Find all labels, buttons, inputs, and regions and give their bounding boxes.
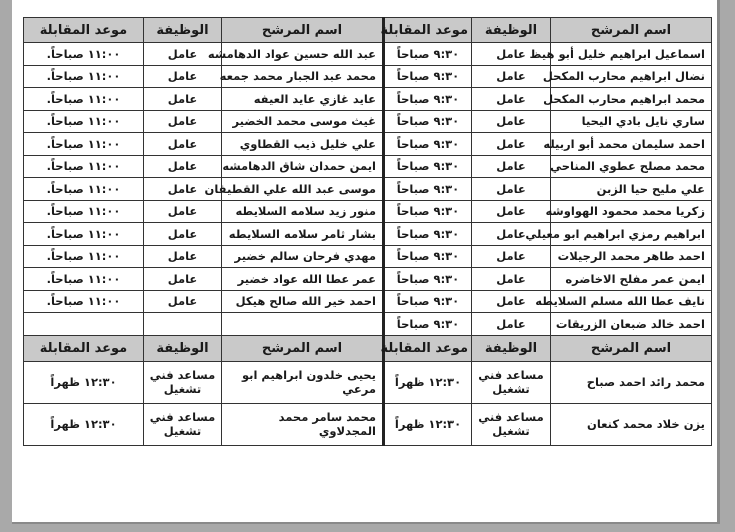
job-cell: عامل bbox=[472, 88, 551, 111]
interview-time-cell: ١١:٠٠ صباحاً. bbox=[24, 155, 144, 178]
interview-time-cell: ٩:٣٠ صباحاً bbox=[384, 110, 472, 133]
table-row bbox=[24, 43, 712, 66]
interview-time-cell: ١١:٠٠ صباحاً. bbox=[24, 245, 144, 268]
interview-time-cell: ٩:٣٠ صباحاً bbox=[384, 313, 472, 336]
job-cell: عامل bbox=[472, 200, 551, 223]
job-cell: عامل bbox=[472, 290, 551, 313]
table-row bbox=[24, 268, 712, 291]
job-cell: عامل bbox=[144, 43, 222, 66]
candidate-name-cell: احمد خير الله صالح هيكل bbox=[222, 290, 384, 313]
candidate-name-cell: نايف عطا الله مسلم السلايطه bbox=[551, 290, 712, 313]
candidate-name-cell: ايمن حمدان شاق الدهامشه bbox=[222, 155, 384, 178]
job-cell: مساعد فني تشغيل bbox=[144, 403, 222, 445]
table-row bbox=[24, 245, 712, 268]
assistant-header-row bbox=[24, 335, 712, 361]
table-row bbox=[24, 403, 712, 445]
header-name: اسم المرشح bbox=[551, 18, 712, 43]
candidate-name-cell: يحيى خلدون ابراهيم ابو مرعي bbox=[222, 361, 384, 403]
candidate-name-cell: موسى عبد الله علي القطيفان bbox=[222, 178, 384, 201]
table-row bbox=[24, 88, 712, 111]
table-row bbox=[24, 313, 712, 336]
interview-time-cell: ١١:٠٠ صباحاً. bbox=[24, 88, 144, 111]
header-job: الوظيفة bbox=[472, 335, 551, 361]
interview-time-cell: ١١:٠٠ صباحاً. bbox=[24, 223, 144, 246]
header-interview: موعد المقابلة bbox=[24, 18, 144, 43]
candidate-name-cell: ابراهيم رمزي ابراهيم ابو معيلي bbox=[551, 223, 712, 246]
header-job: الوظيفة bbox=[144, 18, 222, 43]
header-interview: موعد المقابلة bbox=[384, 335, 472, 361]
interview-time-cell: ٩:٣٠ صباحاً bbox=[384, 43, 472, 66]
job-cell: عامل bbox=[472, 110, 551, 133]
interview-time-cell: ١١:٠٠ صباحاً. bbox=[24, 200, 144, 223]
document-page bbox=[12, 0, 720, 524]
candidate-name-cell: عبد الله حسين عواد الدهامشه bbox=[222, 43, 384, 66]
job-cell: مساعد فني تشغيل bbox=[472, 361, 551, 403]
header-name: اسم المرشح bbox=[551, 335, 712, 361]
interview-time-cell: ١١:٠٠ صباحاً. bbox=[24, 133, 144, 156]
interview-time-cell: ١١:٠٠ صباحاً. bbox=[24, 268, 144, 291]
table-row bbox=[24, 133, 712, 156]
candidate-name-cell: محمد سامر محمد المجدلاوي bbox=[222, 403, 384, 445]
candidate-name-cell: عمر عطا الله عواد خضير bbox=[222, 268, 384, 291]
job-cell: عامل bbox=[144, 200, 222, 223]
interview-time-cell bbox=[24, 313, 144, 336]
interview-time-cell: ٩:٣٠ صباحاً bbox=[384, 200, 472, 223]
candidate-name-cell: ايمن عمر مفلح الاخاضره bbox=[551, 268, 712, 291]
job-cell: عامل bbox=[472, 313, 551, 336]
interview-time-cell: ٩:٣٠ صباحاً bbox=[384, 178, 472, 201]
candidate-name-cell: مهدي فرحان سالم خضير bbox=[222, 245, 384, 268]
header-name: اسم المرشح bbox=[222, 335, 384, 361]
job-cell: عامل bbox=[144, 223, 222, 246]
job-cell: عامل bbox=[144, 133, 222, 156]
job-cell: عامل bbox=[144, 268, 222, 291]
table-row bbox=[24, 290, 712, 313]
interview-time-cell: ١١:٠٠ صباحاً. bbox=[24, 43, 144, 66]
candidate-name-cell: بشار ثامر سلامه السلايطه bbox=[222, 223, 384, 246]
job-cell bbox=[144, 313, 222, 336]
job-cell: عامل bbox=[144, 245, 222, 268]
header-interview: موعد المقابلة bbox=[24, 335, 144, 361]
candidate-name-cell: زكريا محمد محمود الهواوشه bbox=[551, 200, 712, 223]
interview-time-cell: ١٢:٣٠ ظهراً bbox=[384, 361, 472, 403]
interview-time-cell: ١٢:٣٠ ظهراً bbox=[384, 403, 472, 445]
candidate-name-cell: احمد سليمان محمد أبو اربيله bbox=[551, 133, 712, 156]
interview-time-cell: ٩:٣٠ صباحاً bbox=[384, 88, 472, 111]
job-cell: مساعد فني تشغيل bbox=[472, 403, 551, 445]
candidate-name-cell: محمد مصلح عطوي المناحي bbox=[551, 155, 712, 178]
interview-time-cell: ٩:٣٠ صباحاً bbox=[384, 268, 472, 291]
interview-time-cell: ١١:٠٠ صباحاً. bbox=[24, 178, 144, 201]
interview-time-cell: ٩:٣٠ صباحاً bbox=[384, 223, 472, 246]
job-cell: عامل bbox=[144, 178, 222, 201]
interview-time-cell: ٩:٣٠ صباحاً bbox=[384, 245, 472, 268]
candidate-name-cell: منور زيد سلامه السلايطه bbox=[222, 200, 384, 223]
job-cell: عامل bbox=[144, 290, 222, 313]
interview-time-cell: ١١:٠٠ صباحاً. bbox=[24, 290, 144, 313]
job-cell: عامل bbox=[472, 223, 551, 246]
job-cell: عامل bbox=[144, 155, 222, 178]
interview-time-cell: ٩:٣٠ صباحاً bbox=[384, 133, 472, 156]
job-cell: مساعد فني تشغيل bbox=[144, 361, 222, 403]
job-cell: عامل bbox=[472, 178, 551, 201]
interview-time-cell: ١٢:٣٠ ظهراً bbox=[24, 403, 144, 445]
table-row bbox=[24, 155, 712, 178]
interview-time-cell: ١١:٠٠ صباحاً. bbox=[24, 65, 144, 88]
interview-time-cell: ١٢:٣٠ ظهراً bbox=[24, 361, 144, 403]
header-job: الوظيفة bbox=[472, 18, 551, 43]
candidates-table bbox=[23, 17, 712, 446]
job-cell: عامل bbox=[472, 155, 551, 178]
candidate-name-cell: علي خليل ذيب القطاوي bbox=[222, 133, 384, 156]
job-cell: عامل bbox=[472, 268, 551, 291]
candidate-name-cell: عايد غازي عايد العيفه bbox=[222, 88, 384, 111]
candidate-name-cell bbox=[222, 313, 384, 336]
candidate-name-cell: محمد ابراهيم محارب المكحل bbox=[551, 88, 712, 111]
job-cell: عامل bbox=[472, 245, 551, 268]
job-cell: عامل bbox=[144, 88, 222, 111]
table-header-row bbox=[24, 18, 712, 43]
job-cell: عامل bbox=[144, 110, 222, 133]
job-cell: عامل bbox=[144, 65, 222, 88]
job-cell: عامل bbox=[472, 65, 551, 88]
table-row bbox=[24, 361, 712, 403]
table-row bbox=[24, 200, 712, 223]
interview-time-cell: ١١:٠٠ صباحاً. bbox=[24, 110, 144, 133]
interview-time-cell: ٩:٣٠ صباحاً bbox=[384, 290, 472, 313]
table-row bbox=[24, 178, 712, 201]
header-job: الوظيفة bbox=[144, 335, 222, 361]
header-interview: موعد المقابلة bbox=[384, 18, 472, 43]
candidate-name-cell: محمد رائد احمد صباح bbox=[551, 361, 712, 403]
header-name: اسم المرشح bbox=[222, 18, 384, 43]
interview-time-cell: ٩:٣٠ صباحاً bbox=[384, 65, 472, 88]
candidate-name-cell: ساري نايل بادي اليحيا bbox=[551, 110, 712, 133]
candidate-name-cell: غيث موسى محمد الخضير bbox=[222, 110, 384, 133]
job-cell: عامل bbox=[472, 43, 551, 66]
candidate-name-cell: علي مليح حيا الزبن bbox=[551, 178, 712, 201]
table-row bbox=[24, 223, 712, 246]
candidate-name-cell: اسماعيل ابراهيم خليل أبو هيظ bbox=[551, 43, 712, 66]
candidate-name-cell: احمد خالد ضبعان الزريقات bbox=[551, 313, 712, 336]
table-row bbox=[24, 110, 712, 133]
interview-time-cell: ٩:٣٠ صباحاً bbox=[384, 155, 472, 178]
candidate-name-cell: محمد عبد الجبار محمد جمعه bbox=[222, 65, 384, 88]
table-row bbox=[24, 65, 712, 88]
job-cell: عامل bbox=[472, 133, 551, 156]
candidate-name-cell: يزن خلاد محمد كنعان bbox=[551, 403, 712, 445]
candidate-name-cell: احمد طاهر محمد الرجيلات bbox=[551, 245, 712, 268]
candidate-name-cell: نضال ابراهيم محارب المكحل bbox=[551, 65, 712, 88]
